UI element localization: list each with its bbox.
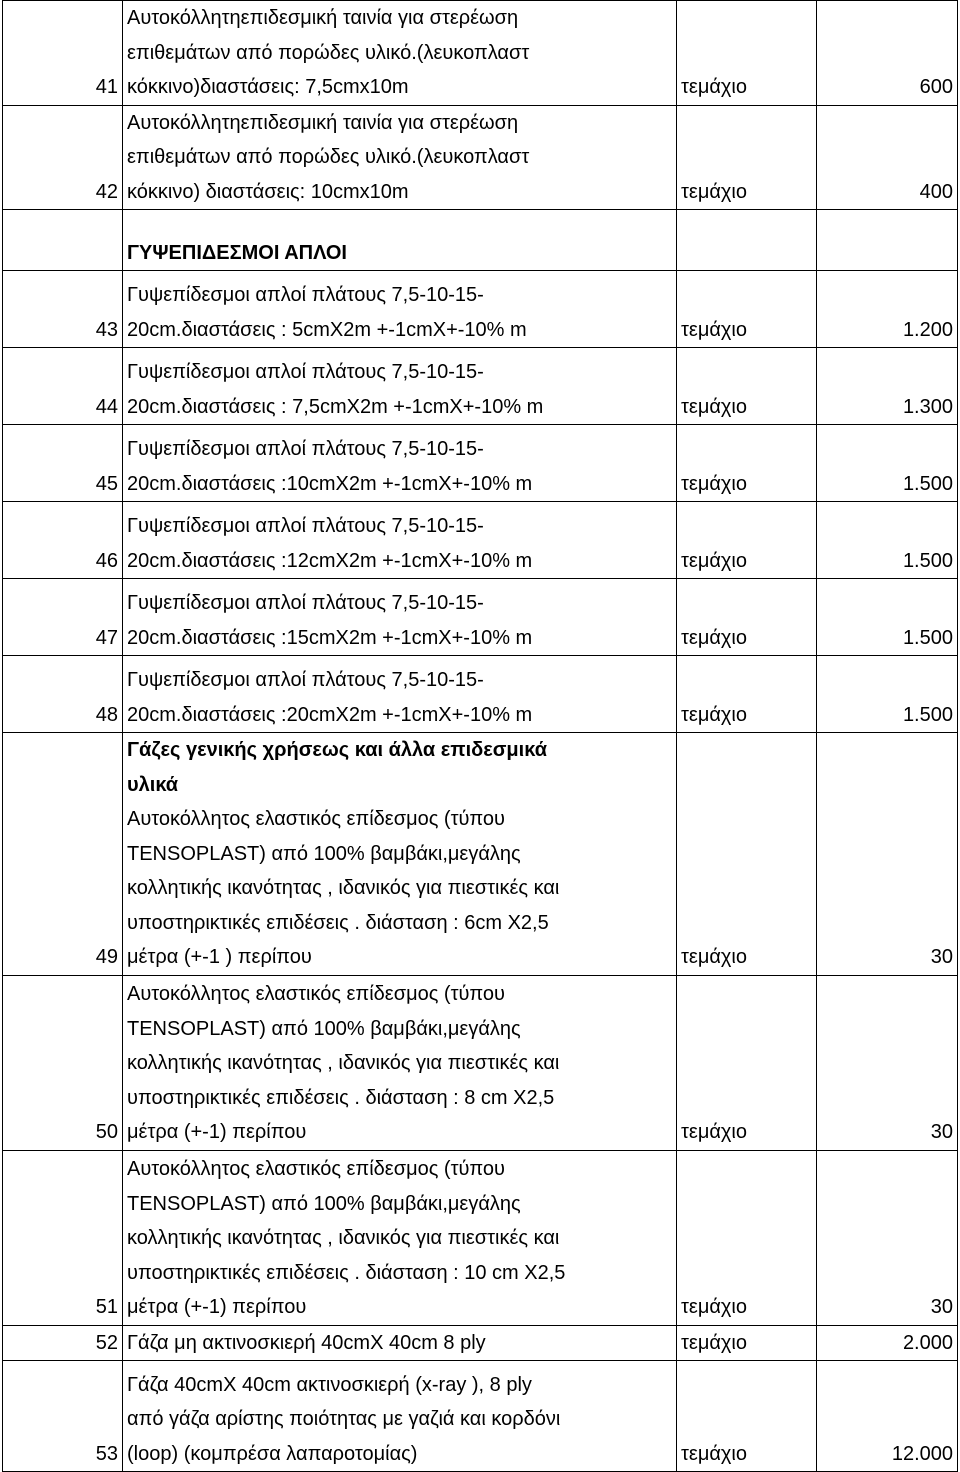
item-number: 51 (3, 1150, 123, 1325)
section-header-row (3, 210, 958, 271)
table-row (3, 1361, 958, 1472)
table-row (3, 105, 958, 210)
section-title: Γάζες γενικής χρήσεως και άλλα επιδεσμικά υλικά (127, 739, 548, 796)
section-title: ΓΥΨΕΠΙΔΕΣΜΟΙ ΑΠΛΟΙ (123, 210, 677, 271)
item-unit: τεμάχιο (677, 656, 817, 733)
item-unit: τεμάχιο (677, 975, 817, 1150)
item-number: 52 (3, 1325, 123, 1361)
items-table (2, 0, 958, 1472)
item-number: 49 (3, 733, 123, 976)
item-description: Γυψεπίδεσμοι απλοί πλάτους 7,5-10-15- 20cm.διαστάσεις :10cmX2m +-1cmX+-10% m (123, 425, 677, 502)
table-row (3, 733, 958, 976)
item-quantity: 30 (817, 975, 958, 1150)
item-description: Γάζα μη ακτινοσκιερή 40cmX 40cm 8 ply (123, 1325, 677, 1361)
item-description: Γυψεπίδεσμοι απλοί πλάτους 7,5-10-15- 20cm.διαστάσεις : 5cmX2m +-1cmX+-10% m (123, 271, 677, 348)
item-description: Γυψεπίδεσμοι απλοί πλάτους 7,5-10-15- 20cm.διαστάσεις :20cmX2m +-1cmX+-10% m (123, 656, 677, 733)
item-description: Γυψεπίδεσμοι απλοί πλάτους 7,5-10-15- 20cm.διαστάσεις :15cmX2m +-1cmX+-10% m (123, 579, 677, 656)
item-quantity: 30 (817, 733, 958, 976)
item-unit: τεμάχιο (677, 1150, 817, 1325)
table-row (3, 271, 958, 348)
item-quantity: 2.000 (817, 1325, 958, 1361)
table-row (3, 1325, 958, 1361)
item-description: Αυτοκόλλητος ελαστικός επίδεσμος (τύπου TENSOPLAST) από 100% βαμβάκι,μεγάλης κολλητικής ικανότητας , ιδανικός για πιεστικές και υποστηρικτικές επιδέσεις . διάσταση : 8 cm X2,5 μέτρα (+-1) περίπου (123, 975, 677, 1150)
item-number: 41 (3, 1, 123, 106)
table-row (3, 425, 958, 502)
item-description-cell (123, 733, 677, 976)
table-row (3, 656, 958, 733)
item-unit: τεμάχιο (677, 271, 817, 348)
item-number: 43 (3, 271, 123, 348)
item-unit: τεμάχιο (677, 502, 817, 579)
item-description: Αυτοκόλλητηεπιδεσμική ταινία για στερέωση επιθεμάτων από πορώδες υλικό.(λευκοπλαστ κόκκινο) διαστάσεις: 10cmx10m (123, 105, 677, 210)
item-description: Γυψεπίδεσμοι απλοί πλάτους 7,5-10-15- 20cm.διαστάσεις : 7,5cmX2m +-1cmX+-10% m (123, 348, 677, 425)
item-quantity: 1.500 (817, 579, 958, 656)
item-unit: τεμάχιο (677, 425, 817, 502)
table-row (3, 579, 958, 656)
item-number: 47 (3, 579, 123, 656)
item-quantity: 1.300 (817, 348, 958, 425)
table-row (3, 1, 958, 106)
item-description: Γάζα 40cmX 40cm ακτινοσκιερή (x-ray ), 8 ply από γάζα αρίστης ποιότητας με γαζιά και κορδόνι (loop) (κομπρέσα λαπαροτομίας) (123, 1361, 677, 1472)
item-quantity: 12.000 (817, 1361, 958, 1472)
item-number: 44 (3, 348, 123, 425)
item-unit: τεμάχιο (677, 1325, 817, 1361)
item-unit: τεμάχιο (677, 1, 817, 106)
item-number: 45 (3, 425, 123, 502)
table-row (3, 348, 958, 425)
item-quantity: 30 (817, 1150, 958, 1325)
item-description: Αυτοκόλλητηεπιδεσμική ταινία για στερέωση επιθεμάτων από πορώδες υλικό.(λευκοπλαστ κόκκινο)διαστάσεις: 7,5cmx10m (123, 1, 677, 106)
item-number: 50 (3, 975, 123, 1150)
table-row (3, 502, 958, 579)
item-quantity: 400 (817, 105, 958, 210)
item-quantity (817, 210, 958, 271)
item-number: 46 (3, 502, 123, 579)
item-number: 48 (3, 656, 123, 733)
item-unit: τεμάχιο (677, 348, 817, 425)
item-quantity: 1.500 (817, 502, 958, 579)
item-unit: τεμάχιο (677, 105, 817, 210)
item-unit: τεμάχιο (677, 733, 817, 976)
table-row (3, 1150, 958, 1325)
item-number: 42 (3, 105, 123, 210)
item-number (3, 210, 123, 271)
item-description: Αυτοκόλλητος ελαστικός επίδεσμος (τύπου TENSOPLAST) από 100% βαμβάκι,μεγάλης κολλητικής ικανότητας , ιδανικός για πιεστικές και υποστηρικτικές επιδέσεις . διάσταση : 6cm X2,5 μέτρα (+-1 ) περίπου (127, 808, 560, 968)
item-description: Γυψεπίδεσμοι απλοί πλάτους 7,5-10-15- 20cm.διαστάσεις :12cmX2m +-1cmX+-10% m (123, 502, 677, 579)
item-number: 53 (3, 1361, 123, 1472)
item-unit (677, 210, 817, 271)
item-quantity: 1.500 (817, 425, 958, 502)
table-row (3, 975, 958, 1150)
item-unit: τεμάχιο (677, 1361, 817, 1472)
item-quantity: 600 (817, 1, 958, 106)
item-unit: τεμάχιο (677, 579, 817, 656)
item-quantity: 1.500 (817, 656, 958, 733)
item-description: Αυτοκόλλητος ελαστικός επίδεσμος (τύπου TENSOPLAST) από 100% βαμβάκι,μεγάλης κολλητικής ικανότητας , ιδανικός για πιεστικές και υποστηρικτικές επιδέσεις . διάσταση : 10 cm X2,5 μέτρα (+-1) περίπου (123, 1150, 677, 1325)
item-quantity: 1.200 (817, 271, 958, 348)
